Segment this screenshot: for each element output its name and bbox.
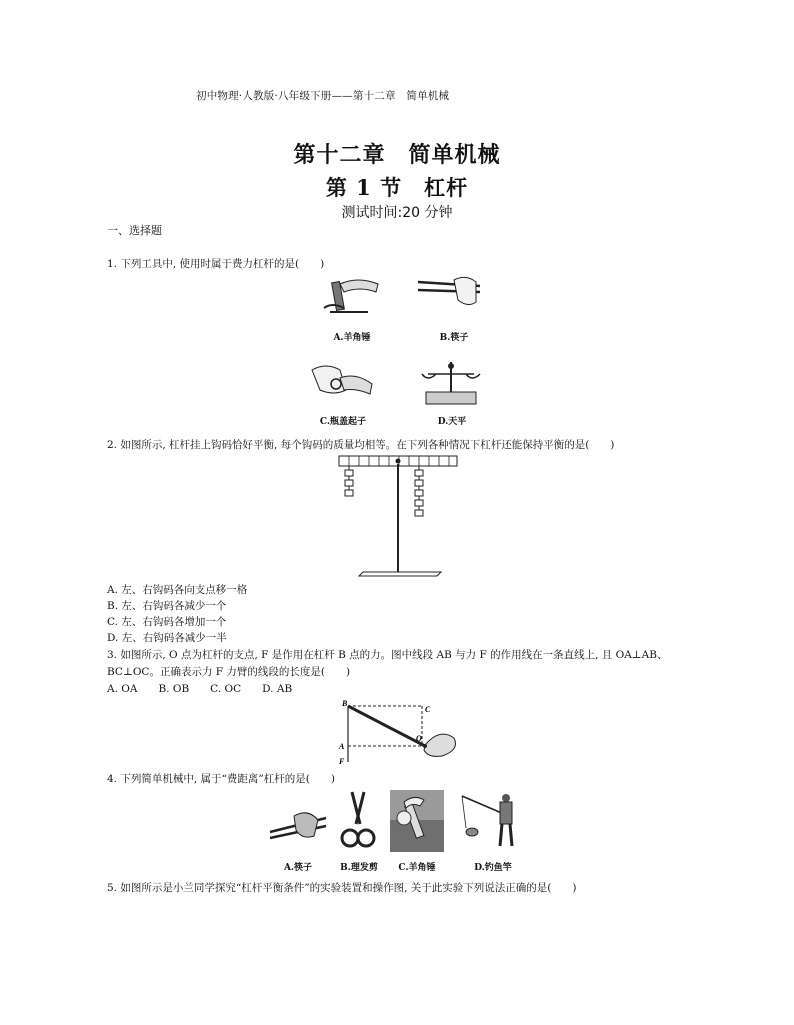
question-2-text: 2. 如图所示, 杠杆挂上钩码恰好平衡, 每个钩码的质量均相等。在下列各种情况下杠杆还能保持平衡的是( ) (107, 439, 615, 451)
q3-options: A. OA B. OB C. OC D. AB (107, 683, 293, 695)
q1-caption-a: A.羊角锤 (333, 333, 371, 343)
point-c-label: C (425, 705, 431, 714)
claw-hammer-illustration (318, 272, 386, 324)
point-a-label: A (339, 742, 345, 751)
question-4-text: 4. 下列简单机械中, 属于“费距离”杠杆的是( ) (107, 773, 335, 785)
q1-caption-d: D.天平 (437, 417, 467, 427)
point-o-label: O (416, 734, 422, 743)
chapter-title: 第十二章 简单机械 (293, 142, 501, 168)
scissors-photo (338, 790, 378, 852)
lever-weights-diagram (335, 454, 465, 579)
bottle-opener-illustration (306, 360, 380, 408)
force-f-label: F (339, 757, 345, 766)
q4-caption-d: D.钓鱼竿 (474, 863, 512, 873)
balance-scale-illustration (418, 358, 484, 410)
lever-force-arm-diagram (330, 698, 470, 768)
chopsticks-illustration (414, 272, 486, 322)
section-title: 第 1 节 杠杆 (325, 175, 469, 200)
point-b-label: B (342, 699, 348, 708)
q4-caption-a: A.筷子 (283, 863, 313, 873)
q2-option-a: A. 左、右钩码各向支点移一格 (107, 584, 248, 596)
fishing-rod-photo (458, 788, 528, 854)
chopsticks-photo (268, 800, 330, 850)
q2-option-c: C. 左、右钩码各增加一个 (107, 616, 227, 628)
q4-caption-c: C.羊角锤 (398, 863, 436, 873)
q1-caption-c: C.瓶盖起子 (319, 417, 367, 427)
test-time: 测试时间:20 分钟 (341, 205, 453, 221)
question-1-text: 1. 下列工具中, 使用时属于费力杠杆的是( ) (107, 258, 325, 270)
question-3-line-2: BC⊥OC。正确表示力 F 力臂的线段的长度是( ) (107, 666, 351, 678)
question-5-text: 5. 如图所示是小兰同学探究“杠杆平衡条件”的实验装置和操作图, 关于此实验下列说法正确的是( ) (107, 882, 577, 894)
section-label: 一、选择题 (107, 224, 162, 237)
q4-caption-b: B.理发剪 (340, 863, 378, 873)
q1-caption-b: B.筷子 (439, 333, 469, 343)
q2-option-b: B. 左、右钩码各减少一个 (107, 600, 227, 612)
q2-option-d: D. 左、右钩码各减少一半 (107, 632, 227, 644)
claw-hammer-photo (390, 790, 444, 852)
page-header: 初中物理·人教版·八年级下册——第十二章 简单机械 (196, 90, 450, 102)
question-3-line-1: 3. 如图所示, O 点为杠杆的支点, F 是作用在杠杆 B 点的力。图中线段 AB 与力 F 的作用线在一条直线上, 且 OA⊥AB、 (107, 649, 668, 661)
